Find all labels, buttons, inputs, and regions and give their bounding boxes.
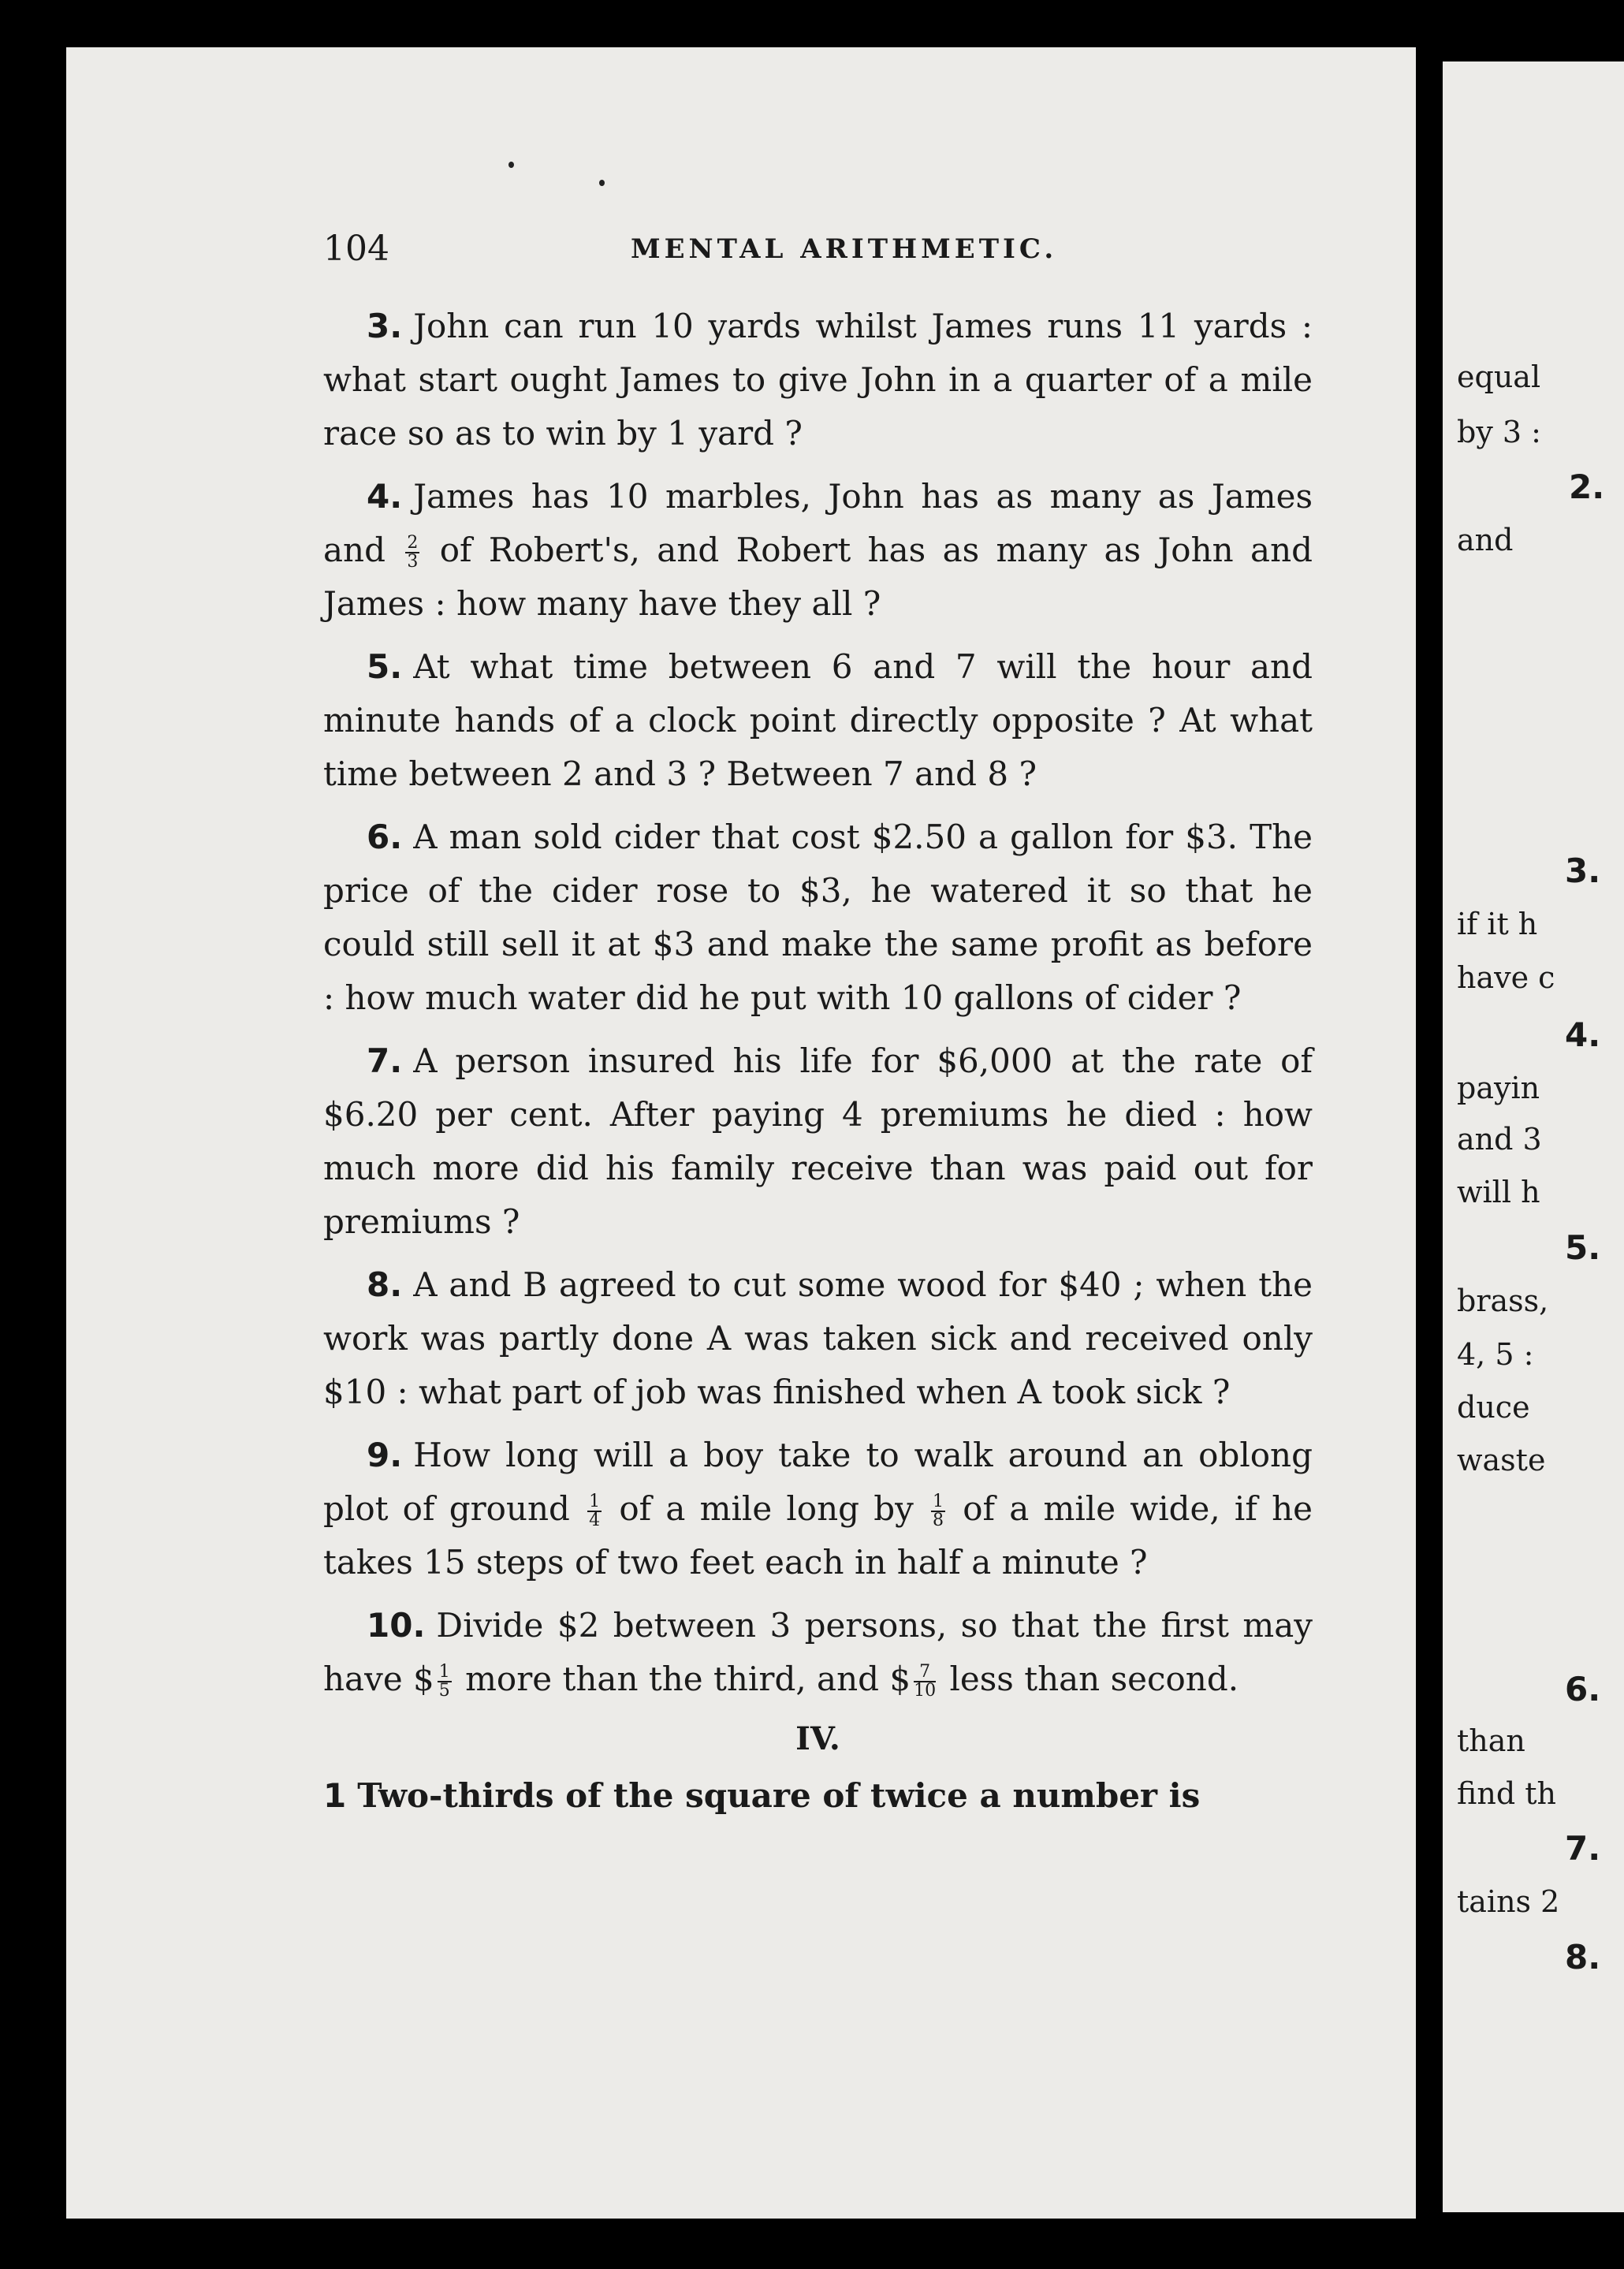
fraction	[931, 1493, 945, 1529]
section-heading: IV.	[795, 1720, 840, 1757]
fragment-line: waste	[1457, 1443, 1546, 1477]
problem-number: 5.	[367, 647, 403, 686]
numerator: 1	[438, 1662, 450, 1682]
problem-text: A man sold cider that cost $2.50 a gallon for $3. The price of the cider rose to $3, he watered it so that he could still sell it at $3 and make the same profit as before : how much water did he put with 10 gallons of cider ?	[323, 818, 1313, 1017]
problem-9	[323, 1429, 1313, 1589]
problem-number: 9.	[367, 1436, 403, 1474]
problem-text: of a mile long by	[619, 1489, 914, 1528]
fraction	[438, 1664, 452, 1700]
fraction	[405, 535, 419, 571]
denominator: 4	[589, 1511, 601, 1530]
denominator: 3	[407, 552, 419, 572]
problem-text: A person insured his life for $6,000 at the rate of $6.20 per cent. After paying 4 premiums he died : how much more did his family receive than was paid out for premiums ?	[323, 1041, 1313, 1241]
problem-text: of a mile wide, if he takes 15 steps of two feet each in half a minute ?	[323, 1489, 1313, 1582]
problem-text: At what time between 6 and 7 will the hour and minute hands of a clock point directly opposite ? At what time between 2 and 3 ? Between 7 and 8 ?	[323, 647, 1313, 793]
fragment-number: 6.	[1565, 1670, 1601, 1708]
fragment-number: 4.	[1565, 1015, 1601, 1054]
fraction	[587, 1493, 602, 1529]
fragment-number: 7.	[1565, 1829, 1601, 1868]
fragment-line: if it h	[1457, 907, 1538, 941]
fragment-line: payin	[1457, 1071, 1540, 1105]
problem-4	[323, 470, 1313, 631]
fragment-line: equal	[1457, 360, 1541, 394]
problem-text: Two-thirds of the square of twice a number is	[357, 1776, 1201, 1815]
fragment-line: than	[1457, 1723, 1525, 1758]
fragment-number: 8.	[1565, 1938, 1601, 1977]
problem-number: 1	[323, 1776, 347, 1815]
fraction	[914, 1664, 936, 1700]
fragment-line: 4, 5 :	[1457, 1337, 1534, 1372]
problem-number: 10.	[367, 1606, 426, 1645]
problem-text: A and B agreed to cut some wood for $40 ; when the work was partly done A was taken sick and received only $10 : what part of job was finished when A took sick ?	[323, 1265, 1313, 1411]
fragment-line: brass,	[1457, 1284, 1549, 1318]
problem-8	[323, 1258, 1313, 1419]
fragment-line: duce	[1457, 1390, 1530, 1425]
section-iv-problem-1	[323, 1769, 1313, 1823]
problem-list	[323, 300, 1313, 1832]
problem-text: John can run 10 yards whilst James runs 11 yards : what start ought James to give John in a quarter of a mile race so as to win by 1 yard ?	[323, 307, 1313, 453]
problem-text: more than the third, and $	[465, 1660, 911, 1698]
problem-5	[323, 640, 1313, 801]
numerator: 1	[589, 1492, 601, 1511]
problem-number: 3.	[367, 307, 403, 345]
problem-text: How long will a boy take to walk around an oblong plot of ground	[323, 1436, 1313, 1528]
fragment-line: and	[1457, 523, 1514, 557]
denominator: 10	[914, 1681, 937, 1701]
problem-number: 7.	[367, 1041, 403, 1080]
print-speck	[508, 162, 514, 168]
fragment-line: tains 2	[1457, 1884, 1560, 1919]
denominator: 8	[933, 1511, 944, 1530]
fragment-number: 5.	[1565, 1228, 1601, 1267]
page-number: 104	[323, 229, 389, 269]
problem-7	[323, 1034, 1313, 1249]
print-speck	[599, 180, 605, 186]
fragment-line: and 3	[1457, 1122, 1542, 1157]
numerator: 2	[407, 533, 419, 553]
fragment-line: have c	[1457, 960, 1555, 995]
problem-text: less than second.	[949, 1660, 1239, 1698]
numerator: 7	[914, 1664, 936, 1682]
right-page-fragment	[1443, 61, 1624, 2212]
fragment-line: by 3 :	[1457, 415, 1541, 449]
problem-number: 4.	[367, 477, 403, 516]
problem-number: 8.	[367, 1265, 403, 1304]
problem-text: Divide $2 between 3 persons, so that the first may have $	[323, 1606, 1313, 1698]
problem-6	[323, 810, 1313, 1025]
running-head	[323, 229, 1340, 276]
problem-number: 6.	[367, 818, 403, 856]
problem-10	[323, 1599, 1313, 1706]
problem-text: of Robert's, and Robert has as many as John and James : how many have they all ?	[323, 531, 1313, 623]
denominator: 5	[438, 1681, 450, 1701]
page-title: MENTAL ARITHMETIC.	[631, 233, 1058, 265]
problem-text: James has 10 marbles, John has as many as James and	[323, 477, 1313, 569]
fragment-line: will h	[1457, 1175, 1540, 1209]
problem-3	[323, 300, 1313, 460]
numerator: 1	[933, 1492, 944, 1511]
fragment-number: 3.	[1565, 851, 1601, 890]
fragment-number: 2.	[1569, 468, 1605, 506]
fragment-line: find th	[1457, 1776, 1556, 1811]
